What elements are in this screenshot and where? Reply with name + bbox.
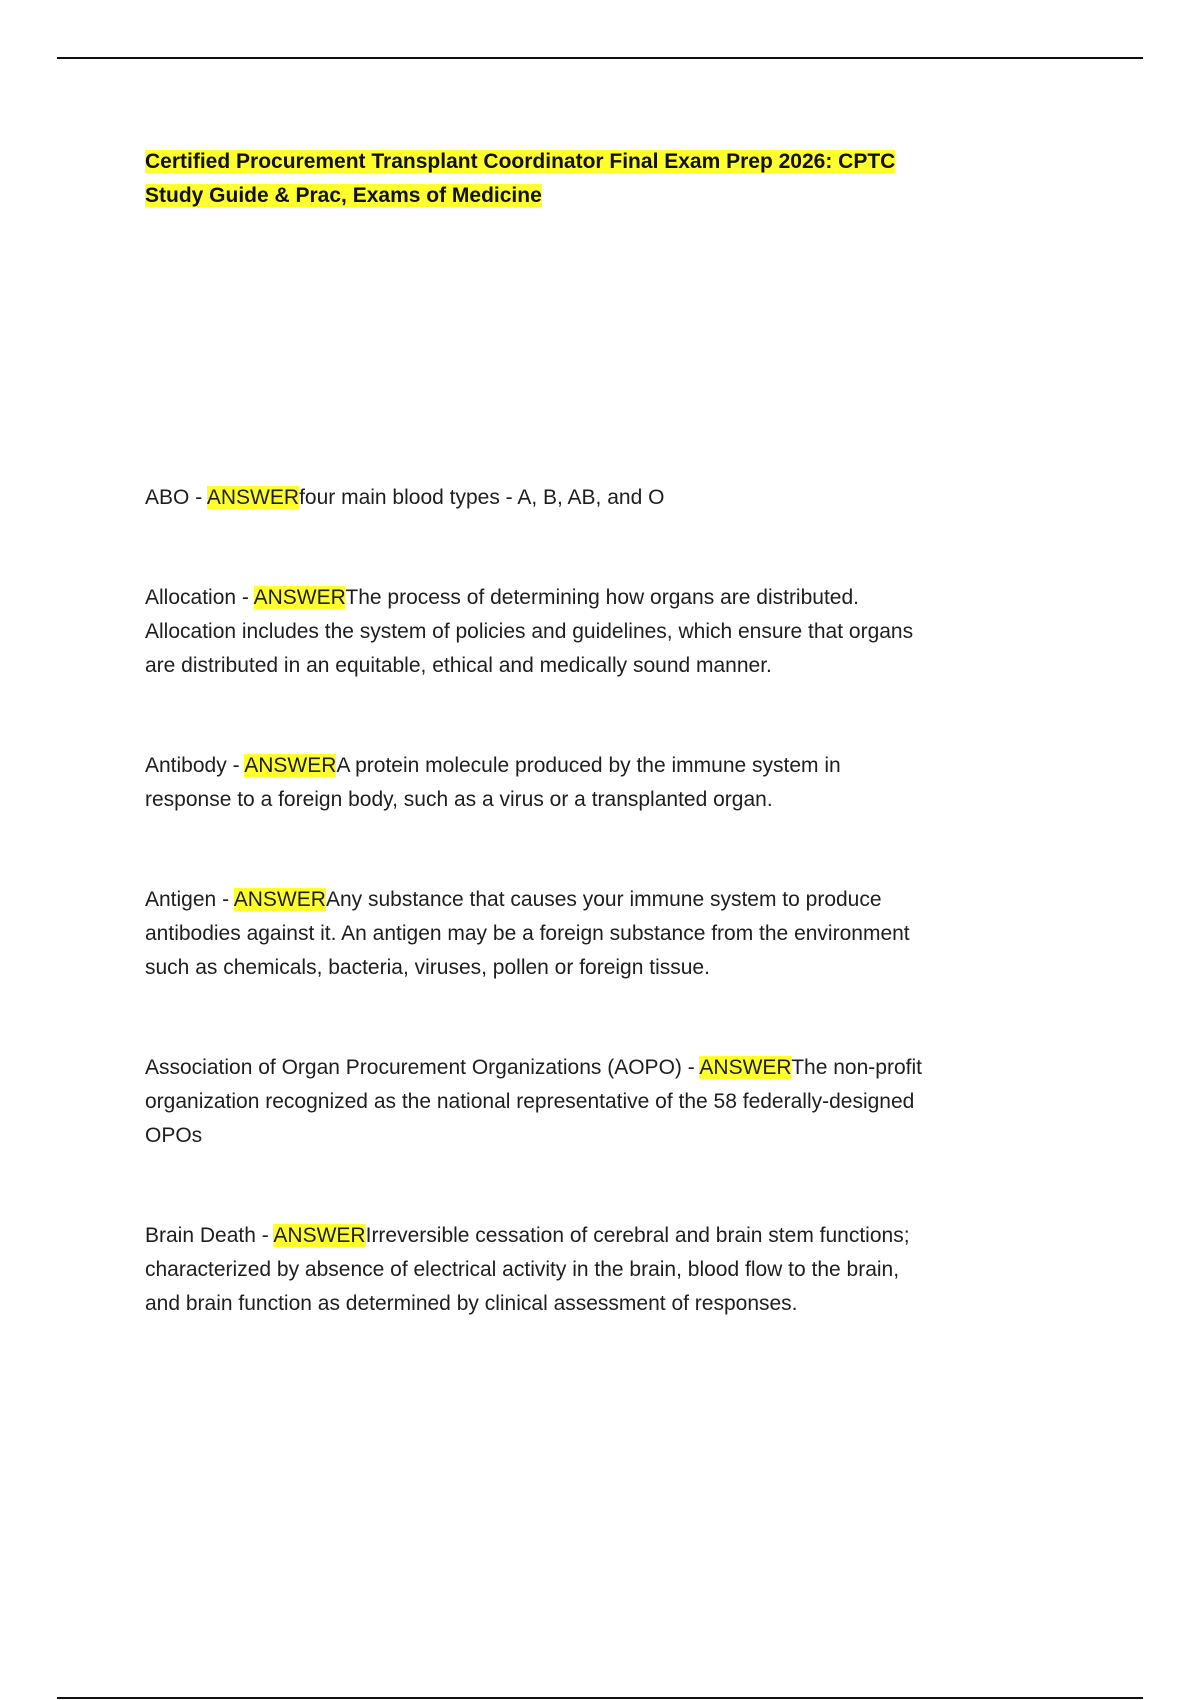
header-rule (57, 57, 1143, 59)
answer-marker: ANSWER (273, 1224, 366, 1247)
answer-marker: ANSWER (244, 754, 337, 777)
entry-term: Antibody (145, 754, 227, 777)
answer-marker: ANSWER (206, 486, 300, 509)
entry-separator: - (255, 1224, 274, 1247)
flashcard-entry (145, 749, 925, 817)
document-title (145, 145, 905, 213)
entry-term: Antigen (145, 888, 217, 911)
entry-separator: - (236, 586, 254, 609)
entry-term: ABO (145, 486, 190, 509)
answer-marker: ANSWER (233, 888, 326, 911)
flashcard-list (145, 481, 925, 1321)
entry-definition: Irreversible cessation of cerebral and brain stem functions; characterized by absence of electrical activity in the brain, blood flow to the brain, and brain function as determined by clinical assessment of responses. (145, 1224, 910, 1315)
flashcard-entry (145, 581, 925, 683)
title-highlight: Certified Procurement Transplant Coordinator Final Exam Prep 2026: CPTC Study Guide & Prac, Exams of Medicine (145, 150, 896, 207)
entry-definition: A protein molecule produced by the immune system in response to a foreign body, such as a virus or a transplanted organ. (145, 754, 841, 811)
entry-term: Allocation (145, 586, 237, 609)
flashcard-entry (145, 481, 925, 515)
entry-separator: - (226, 754, 245, 777)
entry-term: Association of Organ Procurement Organizations (AOPO) (145, 1056, 682, 1079)
entry-term: Brain Death (145, 1224, 256, 1247)
entry-separator: - (189, 486, 207, 509)
entry-definition: four main blood types - A, B, AB, and O (299, 486, 665, 509)
entry-definition: The process of determining how organs are distributed. Allocation includes the system of policies and guidelines, which ensure that organs are distributed in an equitable, ethical and medically sound manner. (145, 586, 914, 677)
entry-definition: The non-profit organization recognized as the national representative of the 58 federally-designed OPOs (145, 1056, 922, 1147)
flashcard-entry (145, 1051, 925, 1153)
footer-rule (57, 1697, 1143, 1699)
entry-separator: - (681, 1056, 700, 1079)
flashcard-entry (145, 1219, 925, 1321)
flashcard-entry (145, 883, 925, 985)
entry-separator: - (216, 888, 234, 911)
entry-definition: Any substance that causes your immune system to produce antibodies against it. An antigen may be a foreign substance from the environment such as chemicals, bacteria, viruses, pollen or foreign tissue. (145, 888, 910, 979)
answer-marker: ANSWER (699, 1056, 792, 1079)
answer-marker: ANSWER (253, 586, 346, 609)
